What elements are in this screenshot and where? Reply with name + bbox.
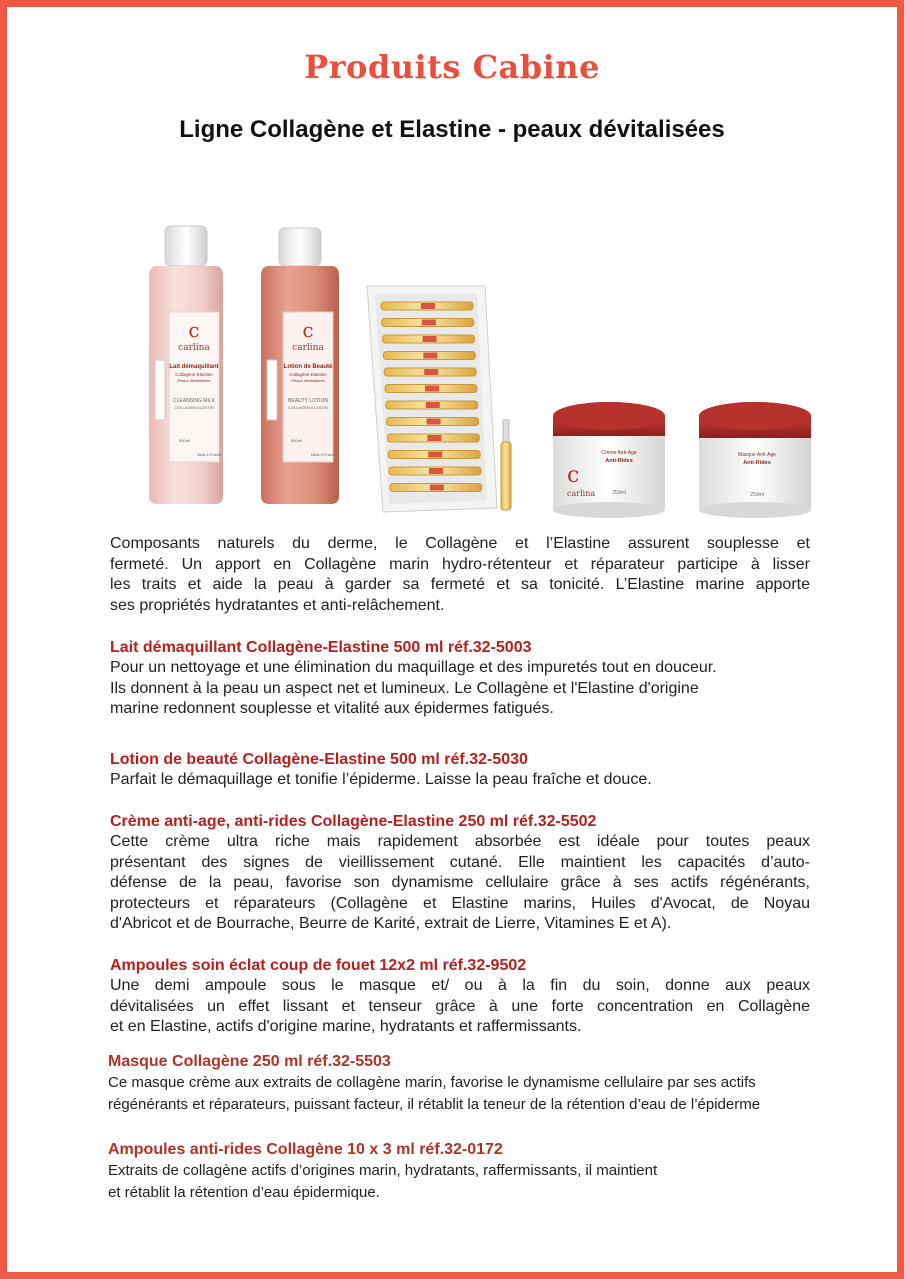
section-line: Cette crème ultra riche mais rapidement absorbée est idéale pour toutes peaux	[110, 833, 810, 850]
section-line: Pour un nettoyage et une élimination du maquillage et des impuretés tout en douceur.	[110, 659, 717, 676]
anti-age-mask-jar	[699, 402, 811, 518]
brand-title: Produits Cabine	[304, 48, 600, 86]
jar2-name: Masque Anti-Age	[737, 452, 777, 458]
ampoule-label	[425, 386, 439, 392]
ampoule-box	[367, 286, 497, 512]
svg-text:c: c	[188, 318, 200, 342]
section-lait-demaquillant	[110, 638, 810, 720]
anti-age-cream-jar	[553, 402, 665, 518]
intro-line: les traits et aide la peau à garder sa fermeté et sa tonicité. L’Elastine marine apporte	[110, 576, 810, 593]
section-line: protecteurs et réparateurs (Collagène et Elastine marins, Huiles d'Avocat, de Noyau	[110, 894, 810, 912]
jar1-name: Crème Anti-Age	[601, 450, 637, 456]
jar1-volume: 250ml	[612, 490, 626, 496]
bottle2-en: BEAUTY LOTION	[288, 398, 328, 404]
section-title: Crème anti-age, anti-rides Collagène-Elastine 250 ml réf.32-5502	[110, 813, 597, 830]
bottle2-sub2: Peaux dévitalisées	[291, 378, 325, 383]
section-line: et rétablit la rétention d’eau épidermique.	[108, 1184, 380, 1201]
jar1-brand: carlina	[567, 489, 596, 498]
intro-line: ses propriétés hydratantes et anti-relâchement.	[110, 596, 445, 614]
product-line-title: Ligne Collagène et Elastine - peaux dévitalisées	[179, 116, 725, 143]
section-line: défense de la peau, favorise son dynamisme cellulaire grâce à ses actifs régénérants,	[110, 874, 810, 891]
single-ampoule	[501, 420, 511, 510]
bottle2-brand: carlina	[292, 343, 324, 353]
cleansing-milk-bottle	[149, 226, 223, 504]
ampoule-label	[426, 402, 440, 408]
bottle2-sub: Collagène Elastine	[289, 372, 327, 377]
jar2-volume: 250ml	[750, 492, 764, 498]
section-ampoules-anti-rides	[108, 1140, 848, 1204]
section-line: d'Abricot et de Bourrache, Beurre de Karité, extrait de Lierre, Vitamines E et A).	[110, 915, 672, 932]
section-title: Lotion de beauté Collagène-Elastine 500 ml réf.32-5030	[110, 751, 528, 768]
section-ampoules-eclat	[110, 956, 810, 1038]
bottle1-brand: carlina	[178, 343, 210, 353]
product-photo	[135, 220, 825, 520]
section-title: Ampoules soin éclat coup de fouet 12x2 ml réf.32-9502	[110, 957, 527, 974]
bottle2-name: Lotion de Beauté	[283, 364, 333, 370]
bottle1-sub: Collagène Elastine	[175, 372, 213, 377]
intro-line: fermeté. Un apport en Collagène marin hydro-rétenteur et réparateur participe à lisser	[110, 555, 810, 573]
section-line: Ce masque crème aux extraits de collagène marin, favorise le dynamisme cellulaire par ses actifs	[108, 1074, 756, 1091]
section-title: Ampoules anti-rides Collagène 10 x 3 ml réf.32-0172	[108, 1141, 503, 1158]
ampoule-label	[428, 452, 442, 458]
section-lotion-beaute	[110, 750, 810, 791]
ampoule-label	[430, 485, 444, 491]
bottle1-sub2: Peaux dévitalisées	[177, 378, 211, 383]
ampoule-label	[429, 468, 443, 474]
section-line: Une demi ampoule sous le masque et/ ou à la fin du soin, donne aux peaux	[110, 977, 810, 994]
ampoule-label	[427, 419, 441, 425]
svg-text:c: c	[567, 463, 580, 488]
svg-text:c: c	[302, 318, 314, 342]
ampoule-label	[422, 320, 436, 326]
bottle1-en-sub: COLLAGEN ELASTIN	[174, 405, 214, 410]
bottle1-volume: 500ml	[179, 438, 190, 443]
section-line: marine redonnent souplesse et vitalité aux épidermes fatigués.	[110, 700, 554, 717]
section-line: présentant des signes de vieillissement cutané. Elle maintient les capacités d’auto-	[110, 853, 810, 871]
ampoule-label	[421, 303, 435, 309]
section-line: et en Elastine, actifs d'origine marine, hydratants et raffermissants.	[110, 1018, 582, 1035]
intro-line: Composants naturels du derme, le Collagène et l’Elastine assurent souplesse et	[110, 535, 810, 552]
bottle1-en: CLEANSING MILK	[173, 398, 215, 404]
section-masque-collagene	[108, 1052, 848, 1116]
section-title: Masque Collagène 250 ml réf.32-5503	[108, 1053, 391, 1070]
section-line: Parfait le démaquillage et tonifie l’épiderme. Laisse la peau fraîche et douce.	[110, 771, 652, 788]
ampoule-label	[427, 435, 441, 441]
section-line: Ils donnent à la peau un aspect net et lumineux. Le Collagène et l'Elastine d'origine	[110, 679, 699, 697]
bottle2-en-sub: COLLAGEN ELASTIN	[288, 405, 328, 410]
bottle1-made: Made in France	[197, 453, 222, 457]
intro-paragraph	[110, 534, 810, 616]
bottle1-name: Lait démaquillant	[169, 364, 219, 370]
ampoule-label	[423, 353, 437, 359]
section-creme-anti-age	[110, 812, 810, 935]
ampoule-label	[423, 336, 437, 342]
section-title: Lait démaquillant Collagène-Elastine 500 ml réf.32-5003	[110, 639, 532, 656]
jar1-sub: Anti-Rides	[605, 458, 633, 464]
bottle2-volume: 500ml	[291, 438, 302, 443]
bottle2-made: Made in France	[311, 453, 336, 457]
beauty-lotion-bottle	[261, 228, 339, 504]
section-line: Extraits de collagène actifs d’origines marin, hydratants, raffermissants, il maintient	[108, 1162, 658, 1179]
jar2-sub: Anti-Rides	[743, 460, 771, 466]
section-line: régénérants et réparateurs, puissant facteur, il rétablit la teneur de la rétention d’eau de l’épiderme	[108, 1096, 761, 1113]
ampoule-label	[424, 369, 438, 375]
section-line: dévitalisées un effet lissant et tenseur grâce à une forte concentration en Collagène	[110, 997, 810, 1015]
